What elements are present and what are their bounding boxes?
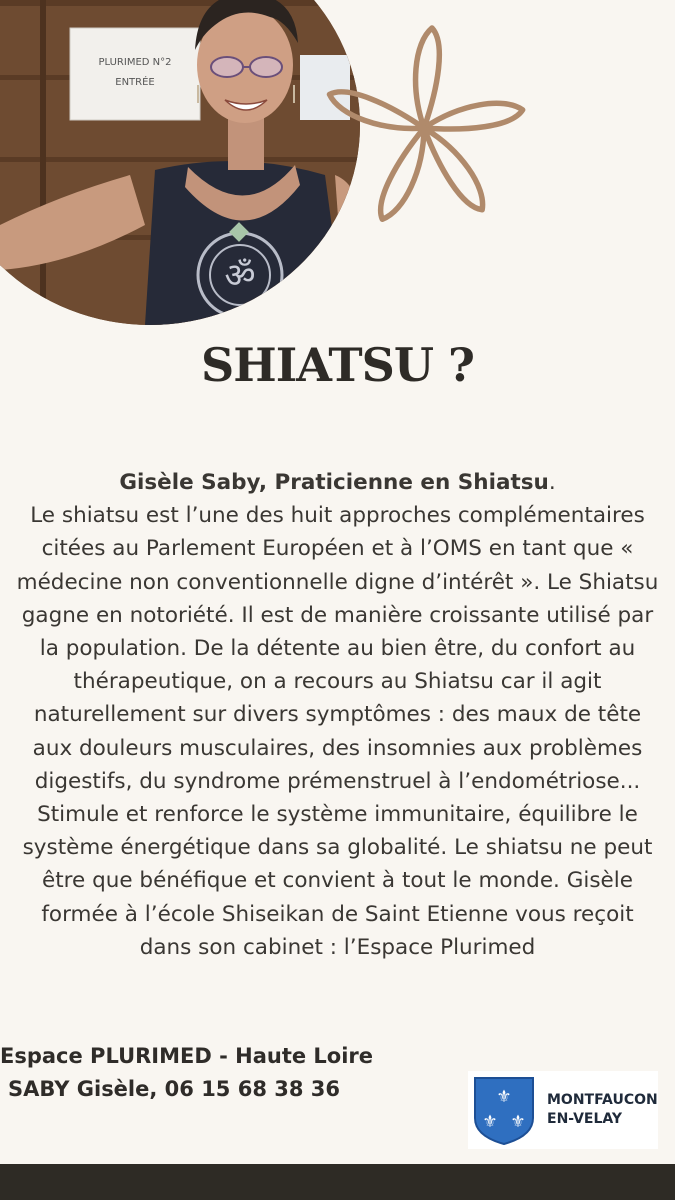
paragraph-line: Le shiatsu est l’une des huit approches complémentaires: [30, 503, 645, 529]
paragraph-line: être que bénéfique et convient à tout le monde. Gisèle: [42, 868, 633, 894]
paragraph-line: citées au Parlement Européen et à l’OMS en tant que «: [41, 536, 634, 562]
logo-line-1: MONTFAUCON: [547, 1092, 658, 1108]
paragraph-line: gagne en notoriété. Il est de manière croissante utilisé par: [21, 602, 654, 628]
paragraph-line: digestifs, du syndrome prémenstruel à l’endométriose...: [34, 768, 641, 794]
svg-text:⚜: ⚜: [496, 1087, 512, 1107]
paragraph-line: formée à l’école Shiseikan de Saint Etienne vous reçoit: [41, 901, 634, 927]
flower-icon: [322, 15, 532, 250]
paragraph-line: naturellement sur divers symptômes : des maux de tête: [33, 702, 642, 728]
contact-block: [0, 1040, 373, 1106]
logo-text: [547, 1091, 658, 1129]
practitioner-name: Gisèle Saby, Praticienne en Shiatsu: [119, 470, 549, 495]
description-text: [0, 466, 675, 964]
paragraph-line: la population. De la détente au bien être, du confort au: [39, 636, 636, 662]
svg-text:⚜: ⚜: [510, 1112, 526, 1132]
paragraph-line: aux douleurs musculaires, des insomnies aux problèmes: [32, 735, 643, 761]
contact-phone: SABY Gisèle, 06 15 68 38 36: [8, 1077, 341, 1101]
montfaucon-logo: [468, 1071, 658, 1149]
svg-text:⚜: ⚜: [482, 1112, 498, 1132]
logo-line-2: EN-VELAY: [547, 1111, 623, 1127]
page-title: SHIATSU ?: [201, 338, 474, 392]
paragraph-line: système énergétique dans sa globalité. Le shiatsu ne peut: [22, 835, 653, 861]
paragraph-line: thérapeutique, on a recours au Shiatsu car il agit: [73, 669, 602, 695]
svg-text:ॐ: ॐ: [224, 256, 256, 296]
paragraph-line: dans son cabinet : l’Espace Plurimed: [139, 934, 536, 960]
contact-location: Espace PLURIMED - Haute Loire: [0, 1044, 374, 1068]
paragraph-lines: [0, 499, 675, 964]
intro-line: [0, 466, 675, 499]
sign-line-2: ENTRÉE: [115, 77, 155, 88]
sign-line-1: PLURIMED N°2: [98, 57, 172, 68]
paragraph-line: médecine non conventionnelle digne d’intérêt ». Le Shiatsu: [16, 569, 659, 595]
portrait-photo: [0, 0, 360, 325]
intro-punct: .: [548, 470, 556, 495]
bottom-bar: [0, 1164, 675, 1200]
paragraph-line: Stimule et renforce le système immunitaire, équilibre le: [37, 802, 638, 828]
coat-of-arms-icon: [471, 1074, 537, 1146]
